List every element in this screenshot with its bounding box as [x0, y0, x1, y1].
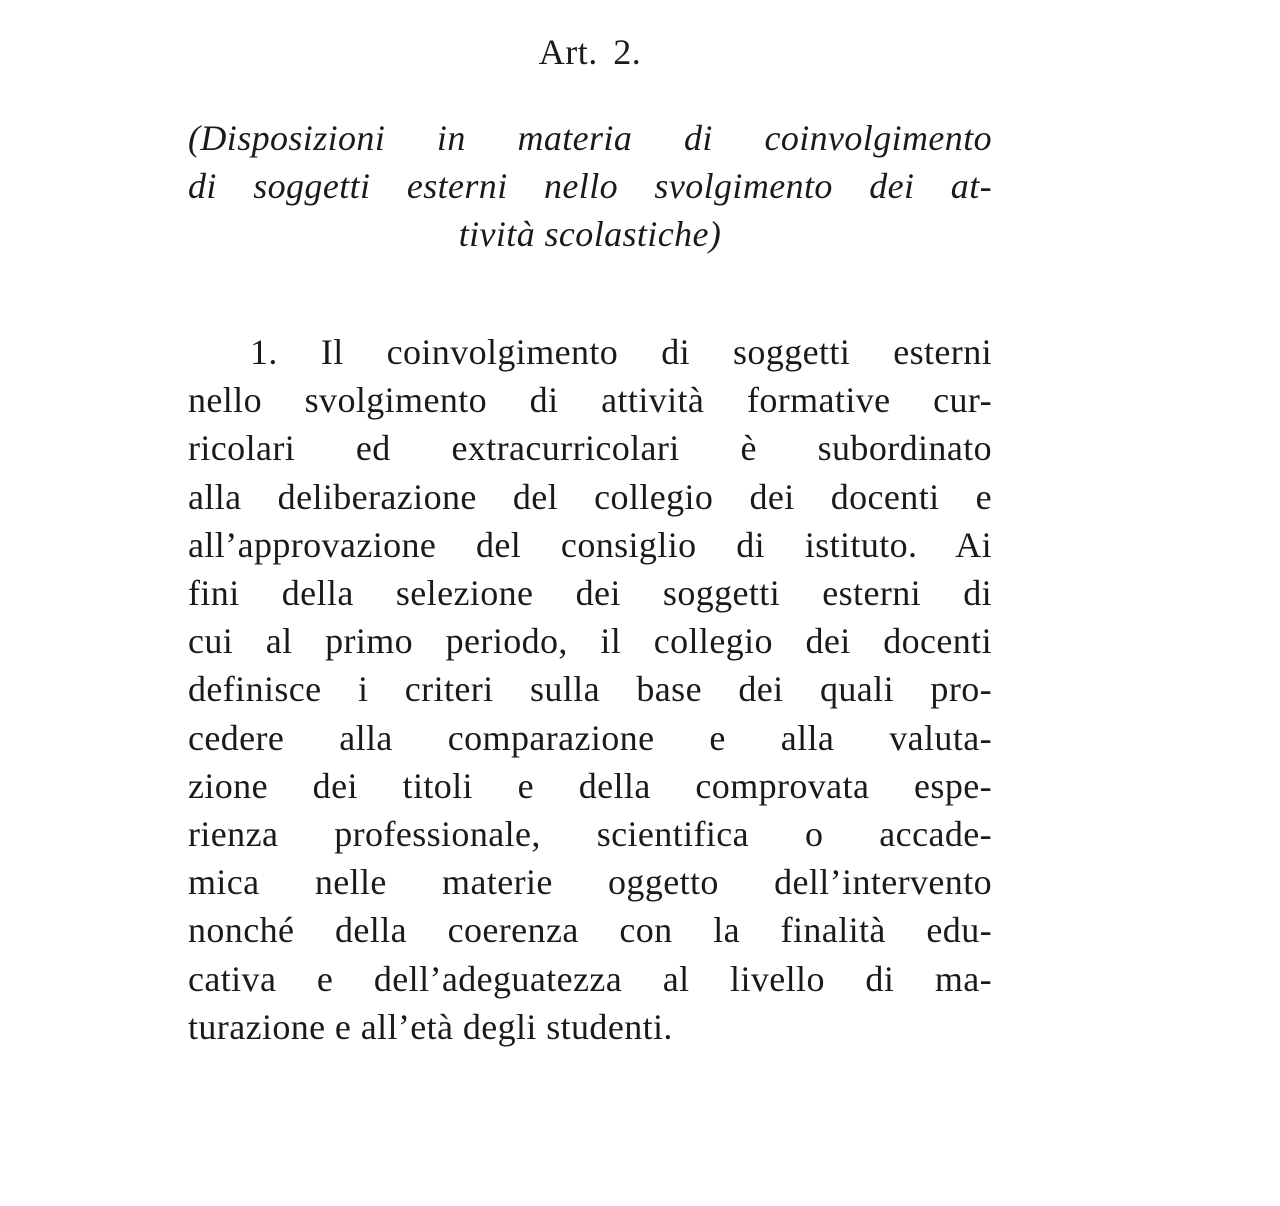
rubric-line: di soggetti esterni nello svolgimento dei at-	[188, 166, 992, 206]
paragraph-line: cativa e dell’adeguatezza al livello di ma-	[188, 958, 992, 999]
paragraph-line: 1. Il coinvolgimento di soggetti esterni	[250, 332, 992, 372]
paragraph-line: alla deliberazione del collegio dei docenti e	[188, 476, 992, 517]
paragraph-line: zione dei titoli e della comprovata espe-	[188, 765, 992, 806]
paragraph-line: rienza professionale, scientifica o accade-	[188, 814, 992, 855]
article-paragraph	[188, 328, 992, 1051]
paragraph-line: all’approvazione del consiglio di istituto. Ai	[188, 524, 992, 565]
paragraph-line: nonché della coerenza con la finalità edu-	[188, 910, 992, 951]
article-number: Art. 2.	[538, 32, 642, 72]
paragraph-line: cedere alla comparazione e alla valuta-	[188, 717, 992, 758]
article-rubric	[188, 114, 992, 258]
paragraph-line: ricolari ed extracurricolari è subordinato	[188, 428, 992, 469]
rubric-line: (Disposizioni in materia di coinvolgimento	[188, 118, 992, 158]
paragraph-line: mica nelle materie oggetto dell’intervento	[188, 862, 992, 903]
paragraph-line: definisce i criteri sulla base dei quali pro-	[188, 669, 992, 710]
rubric-line: tività scolastiche)	[458, 214, 722, 254]
paragraph-line: turazione e all’età degli studenti.	[188, 1006, 673, 1047]
paragraph-line: nello svolgimento di attività formative cur-	[188, 380, 992, 421]
paragraph-line: fini della selezione dei soggetti esterni di	[188, 573, 992, 614]
paragraph-line: cui al primo periodo, il collegio dei docenti	[188, 621, 992, 662]
